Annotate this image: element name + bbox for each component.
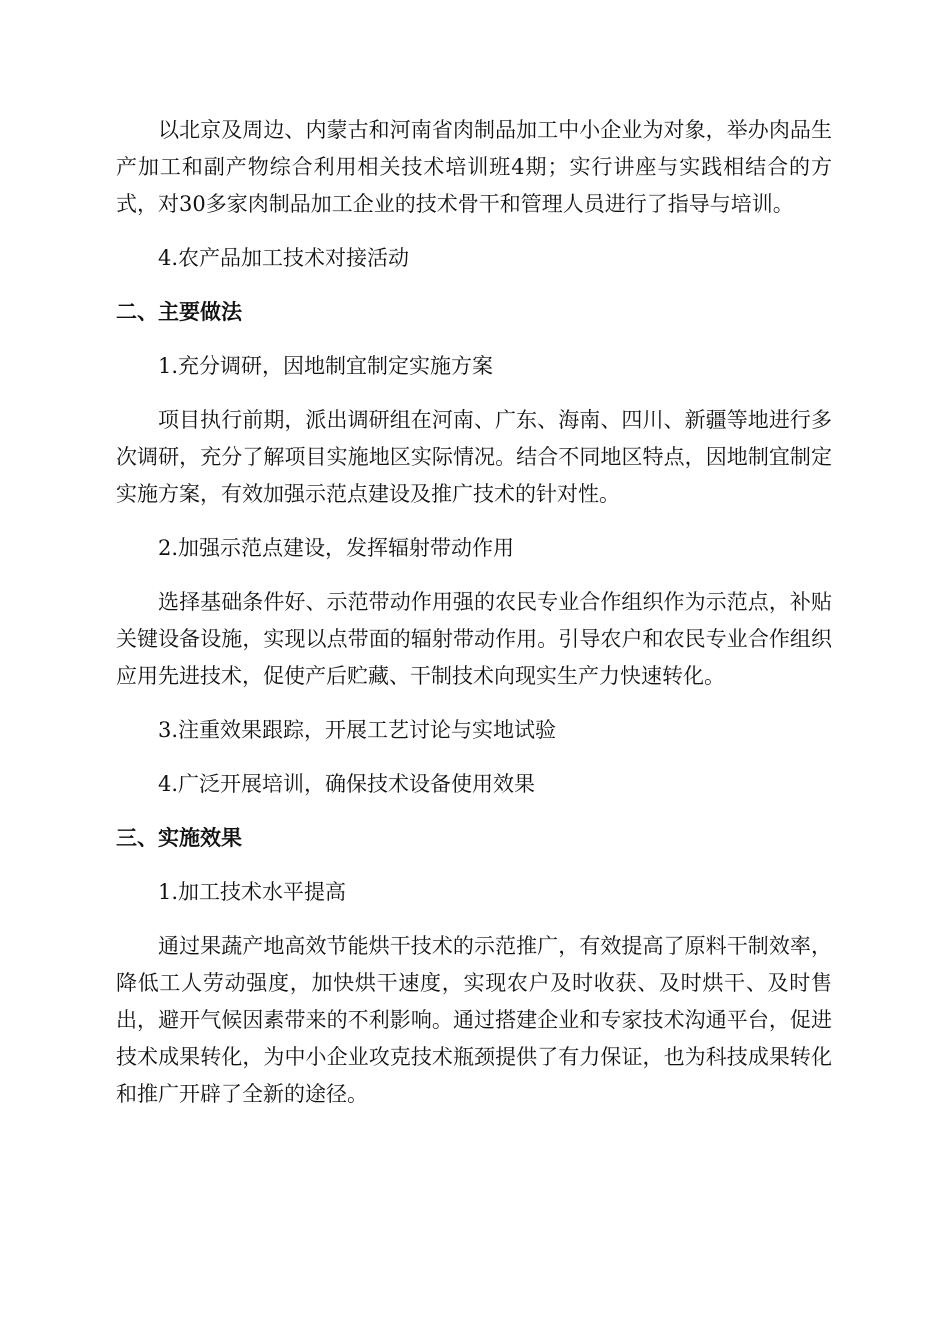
paragraph-tech-level: 通过果蔬产地高效节能烘干技术的示范推广，有效提高了原料干制效率，降低工人劳动强度，加快烘干速度，实现农户及时收获、及时烘干、及时售出，避开气候因素带来的不利影响。通过搭建企业和专家技术沟通平台，促进技术成果转化，为中小企业攻克技术瓶颈提供了有力保证，也为科技成果转化和推广开辟了全新的途径。 bbox=[116, 934, 832, 1106]
subheading-research: 1.充分调研，因地制宜制定实施方案 bbox=[158, 354, 494, 378]
paragraph-demo-sites: 选择基础条件好、示范带动作用强的农民专业合作组织作为示范点，补贴关键设备设施，实现以点带面的辐射带动作用。引导农户和农民专业合作组织应用先进技术，促使产后贮藏、干制技术向现实生产力快速转化。 bbox=[116, 590, 832, 688]
paragraph-training-results: 以北京及周边、内蒙古和河南省肉制品加工中小企业为对象，举办肉品生产加工和副产物综合利用相关技术培训班4期；实行讲座与实践相结合的方式，对30多家肉制品加工企业的技术骨干和管理人员进行了指导与培训。 bbox=[116, 118, 832, 216]
subheading-effect-tracking: 3.注重效果跟踪，开展工艺讨论与实地试验 bbox=[158, 718, 557, 742]
paragraph-research: 项目执行前期，派出调研组在河南、广东、海南、四川、新疆等地进行多次调研，充分了解项目实施地区实际情况。结合不同地区特点，因地制宜制定实施方案，有效加强示范点建设及推广技术的针对性。 bbox=[116, 408, 832, 506]
subheading-tech-level: 1.加工技术水平提高 bbox=[158, 880, 347, 904]
section-heading-main-practices: 二、主要做法 bbox=[116, 300, 242, 324]
subheading-demo-sites: 2.加强示范点建设，发挥辐射带动作用 bbox=[158, 536, 515, 560]
section-heading-effects: 三、实施效果 bbox=[116, 826, 242, 850]
document-body bbox=[116, 112, 832, 1130]
subheading-training: 4.广泛开展培训，确保技术设备使用效果 bbox=[158, 772, 536, 796]
subheading-tech-matching: 4.农产品加工技术对接活动 bbox=[158, 246, 410, 270]
